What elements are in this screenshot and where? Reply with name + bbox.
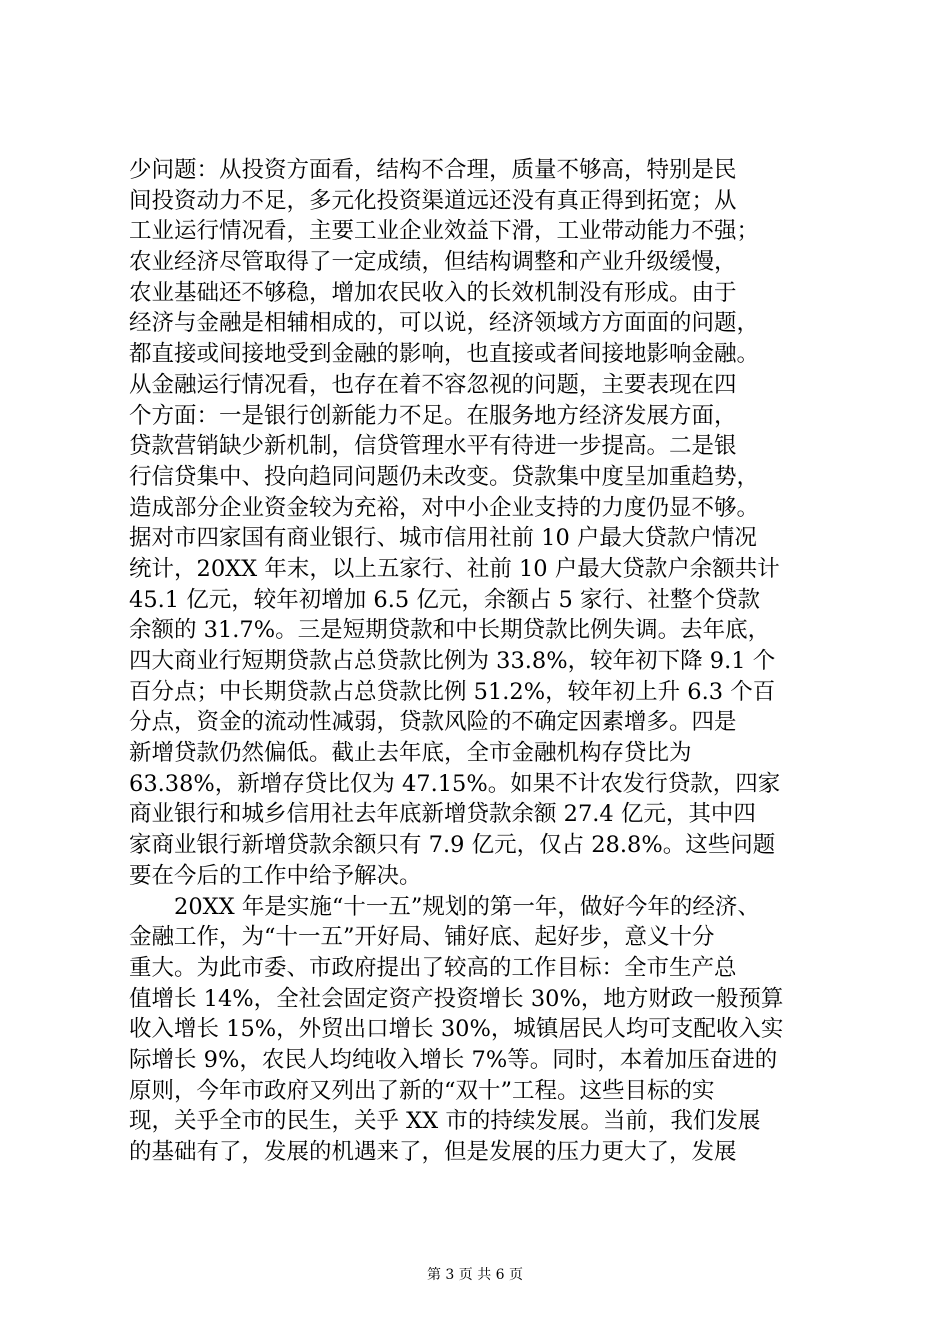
text-line: 45.1 亿元，较年初增加 6.5 亿元，余额占 5 家行、社整个贷款	[129, 586, 760, 613]
text-line: 经济与金融是相辅相成的，可以说，经济领域方方面面的问题，	[129, 310, 760, 337]
text-line: 从金融运行情况看，也存在着不容忽视的问题，主要表现在四	[129, 371, 737, 398]
text-line: 现，关乎全市的民生，关乎 XX 市的持续发展。当前，我们发展	[129, 1108, 761, 1135]
text-line: 的基础有了，发展的机遇来了，但是发展的压力更大了，发展	[129, 1139, 737, 1165]
text-line: 少问题：从投资方面看，结构不合理，质量不够高，特别是民	[129, 157, 737, 183]
text-line: 百分点；中长期贷款占总贷款比例 51.2%，较年初上升 6.3 个百	[129, 678, 776, 705]
text-line: 贷款营销缺少新机制，信贷管理水平有待进一步提高。二是银	[129, 433, 737, 460]
text-line: 农业基础还不够稳，增加农民收入的长效机制没有形成。由于	[129, 279, 737, 306]
text-line: 际增长 9%，农民人均纯收入增长 7%等。同时，本着加压奋进的	[129, 1046, 778, 1073]
text-line: 间投资动力不足，多元化投资渠道远还没有真正得到拓宽；从	[129, 187, 737, 214]
text-line: 收入增长 15%，外贸出口增长 30%，城镇居民人均可支配收入实	[129, 1016, 784, 1043]
text-line: 原则，今年市政府又列出了新的“双十”工程。这些目标的实	[129, 1077, 715, 1104]
text-line: 63.38%，新增存贷比仅为 47.15%。如果不计农发行贷款，四家	[129, 770, 781, 797]
text-line: 四大商业行短期贷款占总贷款比例为 33.8%，较年初下降 9.1 个	[129, 648, 776, 674]
page-number-footer: 第 3 页 共 6 页	[426, 1267, 524, 1283]
text-line: 统计，20XX 年末，以上五家行、社前 10 户最大贷款户余额共计	[129, 555, 780, 582]
text-line: 行信贷集中、投向趋同问题仍未改变。贷款集中度呈加重趋势，	[129, 463, 760, 490]
text-line: 重大。为此市委、市政府提出了较高的工作目标：全市生产总	[129, 954, 737, 981]
text-line: 要在今后的工作中给予解决。	[129, 862, 422, 889]
text-line: 据对市四家国有商业银行、城市信用社前 10 户最大贷款户情况	[129, 525, 757, 552]
body-text	[129, 155, 841, 1168]
text-line: 余额的 31.7%。三是短期贷款和中长期贷款比例失调。去年底，	[129, 617, 771, 644]
text-line: 农业经济尽管取得了一定成绩，但结构调整和产业升级缓慢，	[129, 249, 737, 276]
text-line: 新增贷款仍然偏低。截止去年底，全市金融机构存贷比为	[129, 740, 692, 767]
text-line: 都直接或间接地受到金融的影响，也直接或者间接地影响金融。	[129, 341, 760, 368]
text-line: 商业银行和城乡信用社去年底新增贷款余额 27.4 亿元，其中四	[129, 801, 756, 828]
text-line: 家商业银行新增贷款余额只有 7.9 亿元，仅占 28.8%。这些问题	[129, 832, 776, 859]
paragraph-start-line: 20XX 年是实施“十一五”规划的第一年，做好今年的经济、	[129, 893, 760, 920]
text-line: 个方面：一是银行创新能力不足。在服务地方经济发展方面，	[129, 402, 737, 429]
text-line: 金融工作，为“十一五”开好局、铺好底、起好步，意义十分	[129, 924, 715, 951]
text-line: 工业运行情况看，主要工业企业效益下滑，工业带动能力不强；	[129, 218, 760, 245]
text-line: 造成部分企业资金较为充裕，对中小企业支持的力度仍显不够。	[129, 494, 760, 521]
text-line: 分点，资金的流动性减弱，贷款风险的不确定因素增多。四是	[129, 709, 737, 736]
text-line: 值增长 14%，全社会固定资产投资增长 30%，地方财政一般预算	[129, 985, 784, 1012]
